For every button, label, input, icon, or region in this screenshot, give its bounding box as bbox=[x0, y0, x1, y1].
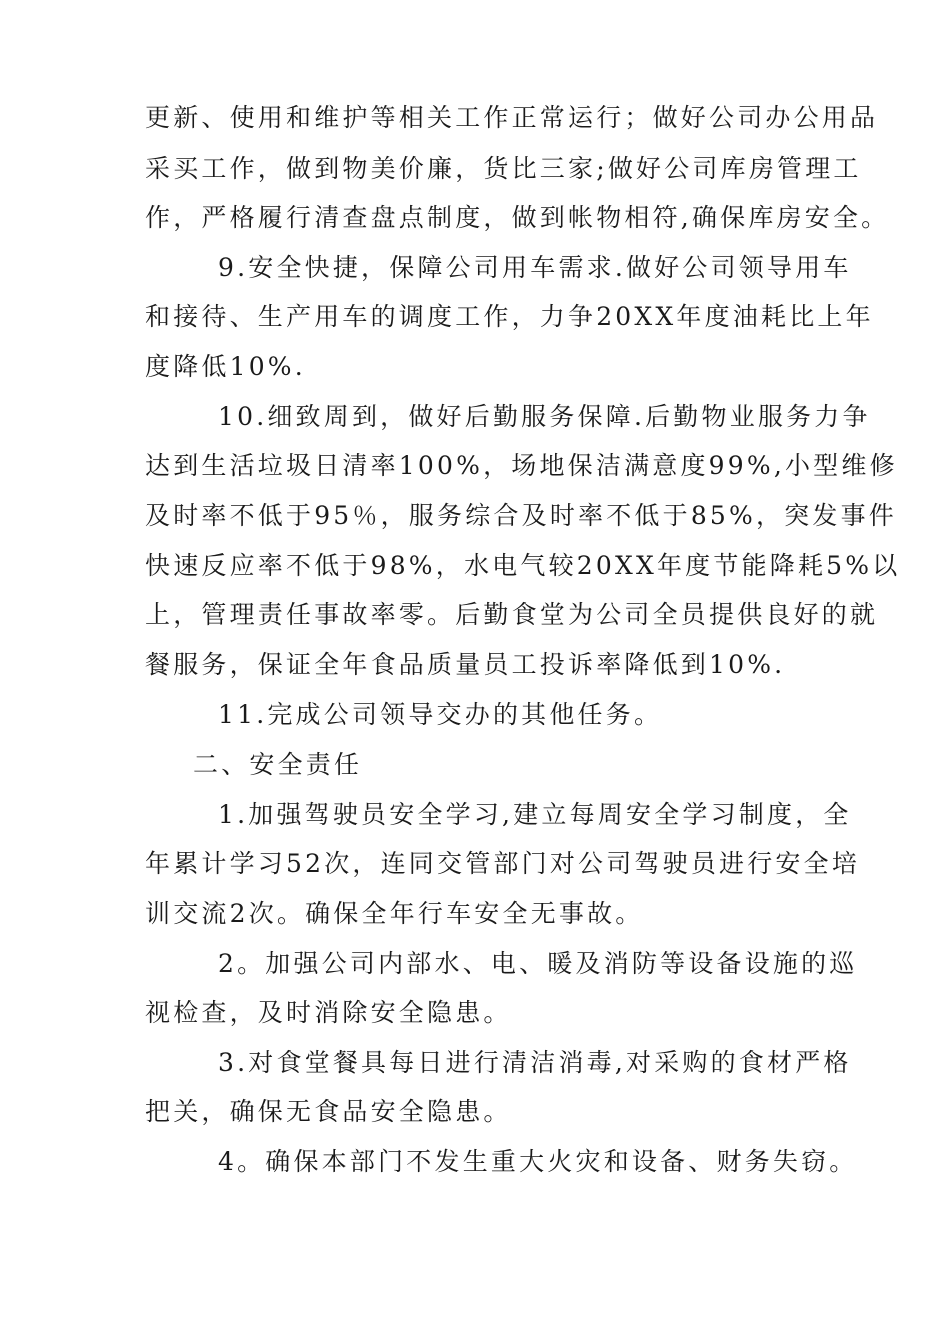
item-10-line-5: 上，管理责任事故率零。后勤食堂为公司全员提供良好的就 bbox=[145, 600, 879, 629]
safety-item-1-line-2: 年累计学习52次，连同交管部门对公司驾驶员进行安全培 bbox=[145, 849, 861, 878]
item-9-line-2: 和接待、生产用车的调度工作，力争20XX年度油耗比上年 bbox=[145, 302, 874, 331]
safety-item-2-line-2: 视检查，及时消除安全隐患。 bbox=[145, 998, 512, 1027]
item-9-line-1: 9.安全快捷，保障公司用车需求.做好公司领导用车 bbox=[218, 253, 852, 282]
item-10-line-2: 达到生活垃圾日清率100%，场地保洁满意度99%,小型维修 bbox=[145, 451, 898, 480]
safety-item-1-line-1: 1.加强驾驶员安全学习,建立每周安全学习制度，全 bbox=[218, 800, 852, 829]
item-10-line-6: 餐服务，保证全年食品质量员工投诉率降低到10%. bbox=[145, 650, 786, 679]
item-10-line-4: 快速反应率不低于98%，水电气较20XX年度节能降耗5%以 bbox=[145, 551, 901, 580]
item-11-line-1: 11.完成公司领导交办的其他任务。 bbox=[218, 700, 663, 729]
safety-item-3-line-2: 把关，确保无食品安全隐患。 bbox=[145, 1097, 512, 1126]
safety-item-2-line-1: 2。加强公司内部水、电、暖及消防等设备设施的巡 bbox=[218, 949, 858, 978]
item-9-line-3: 度降低10%. bbox=[145, 352, 306, 381]
safety-item-3-line-1: 3.对食堂餐具每日进行清洁消毒,对采购的食材严格 bbox=[218, 1048, 852, 1077]
text-line-3: 作，严格履行清查盘点制度，做到帐物相符,确保库房安全。 bbox=[145, 203, 890, 232]
text-line-1: 更新、使用和维护等相关工作正常运行；做好公司办公用品 bbox=[145, 103, 879, 132]
section-heading-safety: 二、安全责任 bbox=[193, 750, 363, 779]
safety-item-4-line-1: 4。确保本部门不发生重大火灾和设备、财务失窃。 bbox=[218, 1147, 858, 1176]
item-10-line-1: 10.细致周到，做好后勤服务保障.后勤物业服务力争 bbox=[218, 402, 871, 431]
item-10-line-3: 及时率不低于95％，服务综合及时率不低于85%，突发事件 bbox=[145, 501, 897, 530]
text-line-2: 采买工作，做到物美价廉，货比三家;做好公司库房管理工 bbox=[145, 154, 862, 183]
safety-item-1-line-3: 训交流2次。确保全年行车安全无事故。 bbox=[145, 899, 644, 928]
